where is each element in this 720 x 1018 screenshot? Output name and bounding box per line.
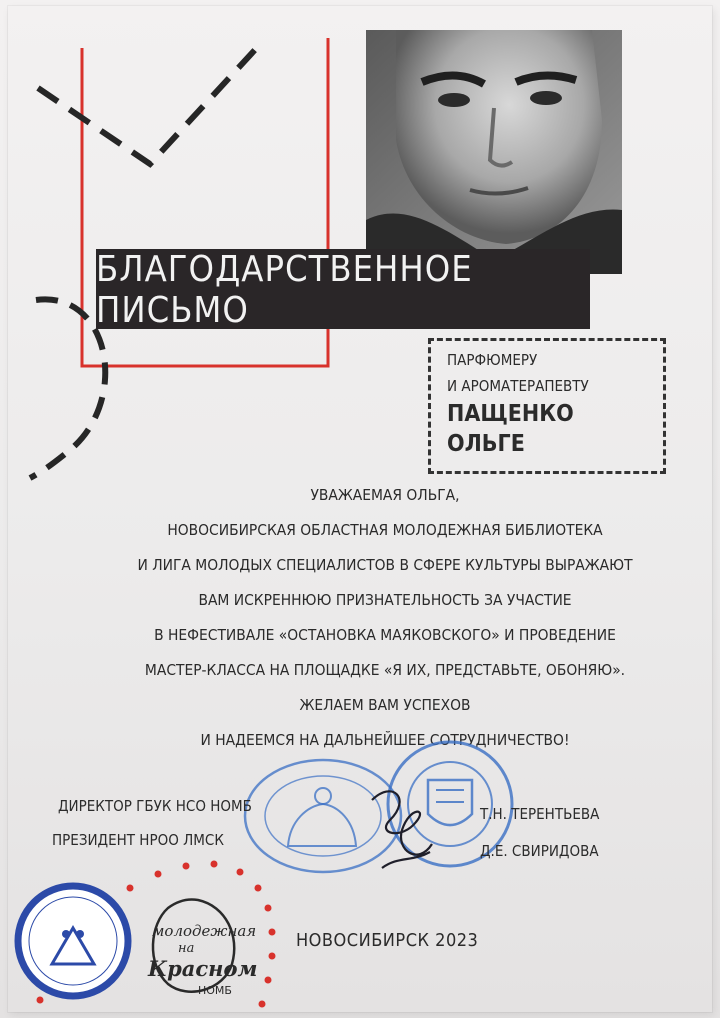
logo-text-line-2: на [178,941,195,956]
league-logo [14,882,132,1000]
document-title: БЛАГОДАРСТВЕННОЕ ПИСЬМО [96,249,590,329]
signer-role-1: ДИРЕКТОР ГБУК НСО НОМБ [58,797,252,815]
body-line: ЖЕЛАЕМ ВАМ УСПЕХОВ [299,696,471,714]
city-year: НОВОСИБИРСК 2023 [296,930,479,951]
library-logo [138,884,258,1002]
recipient-surname: ПАЩЕНКО [447,401,574,427]
logo-abbr: НОМБ [198,984,232,997]
logo-text-line-3: Красном [148,956,258,981]
body-line: В НЕФЕСТИВАЛЕ «ОСТАНОВКА МАЯКОВСКОГО» И ПРОВЕДЕНИЕ [154,626,616,644]
logo-text-line-1: молодежная [152,922,257,940]
letter-body [100,478,670,758]
recipient-line-2: И АРОМАТЕРАПЕВТУ [447,377,589,395]
body-line: МАСТЕР-КЛАССА НА ПЛОЩАДКЕ «Я ИХ, ПРЕДСТАВЬТЕ, ОБОНЯЮ». [144,661,626,679]
dashed-arc [30,299,105,478]
dashed-zigzag [38,40,264,164]
body-line: НОВОСИБИРСКАЯ ОБЛАСТНАЯ МОЛОДЕЖНАЯ БИБЛИОТЕКА [167,521,603,539]
body-line: УВАЖАЕМАЯ ОЛЬГА, [310,486,460,504]
recipient-line-1: ПАРФЮМЕРУ [447,351,538,369]
signer-name-2: Д.Е. СВИРИДОВА [480,842,599,860]
body-line: ВАМ ИСКРЕННЮЮ ПРИЗНАТЕЛЬНОСТЬ ЗА УЧАСТИЕ [198,591,572,609]
signer-name-1: Т.Н. ТЕРЕНТЬЕВА [480,805,600,823]
recipient-box [428,338,666,474]
portrait-photo [366,30,622,274]
body-line: И НАДЕЕМСЯ НА ДАЛЬНЕЙШЕЕ СОТРУДНИЧЕСТВО! [200,731,570,749]
signature-scribble [352,770,462,880]
signer-role-2: ПРЕЗИДЕНТ НРОО ЛМСК [52,831,224,849]
recipient-name: ОЛЬГЕ [447,431,525,457]
body-line: И ЛИГА МОЛОДЫХ СПЕЦИАЛИСТОВ В СФЕРЕ КУЛЬТУРЫ ВЫРАЖАЮТ [137,556,633,574]
